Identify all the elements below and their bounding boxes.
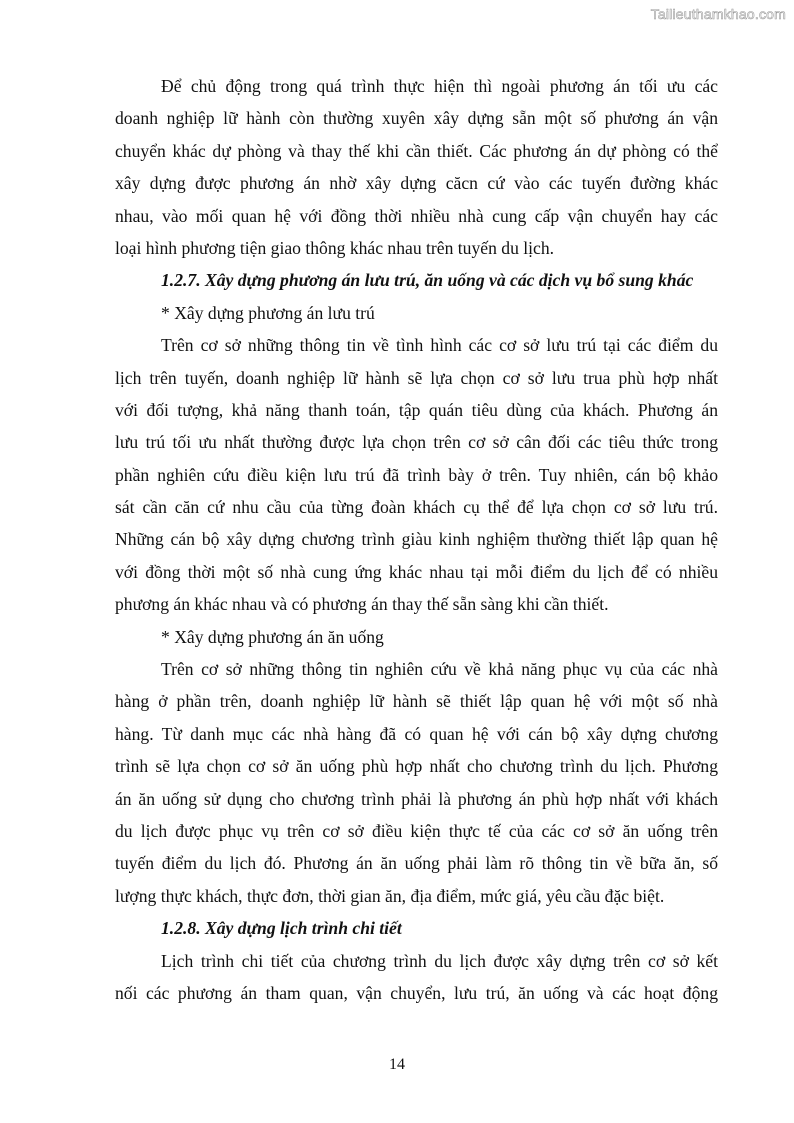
subheading-dining: * Xây dựng phương án ăn uống bbox=[161, 626, 384, 647]
paragraph-line: xây dựng được phương án nhờ xây dựng căcn cứ vào các tuyến đường khác bbox=[115, 173, 718, 194]
paragraph-line: phương án khác nhau và có phương án thay thế sẵn sàng khi cần thiết. bbox=[115, 594, 609, 615]
paragraph-line: chuyển khác dự phòng và thay thế khi cần thiết. Các phương án dự phòng có thể bbox=[115, 140, 718, 161]
paragraph-line: lưu trú tối ưu nhất thường được lựa chọn trên cơ sở cân đối các tiêu thức trong bbox=[115, 432, 718, 453]
paragraph-line: sát cần căn cứ nhu cầu của từng đoàn khách cụ thể để lựa chọn cơ sở lưu trú. bbox=[115, 497, 718, 518]
paragraph-line: lịch trên tuyến, doanh nghiệp lữ hành sẽ lựa chọn cơ sở lưu trua phù hợp nhất bbox=[115, 367, 718, 388]
paragraph-line: hàng ở phần trên, doanh nghiệp lữ hành sẽ thiết lập quan hệ với một số nhà bbox=[115, 691, 718, 712]
paragraph-line: doanh nghiệp lữ hành còn thường xuyên xây dựng sẵn một số phương án vận bbox=[115, 108, 718, 129]
paragraph-line: Những cán bộ xây dựng chương trình giàu kinh nghiệm thường thiết lập quan hệ bbox=[115, 529, 718, 550]
page-number: 14 bbox=[389, 1056, 405, 1073]
paragraph-line: nối các phương án tham quan, vận chuyển, lưu trú, ăn uống và các hoạt động bbox=[115, 982, 718, 1003]
document-body bbox=[115, 70, 718, 1009]
paragraph-line: Lịch trình chi tiết của chương trình du lịch được xây dựng trên cơ sở kết bbox=[161, 950, 718, 971]
paragraph-line: du lịch được phục vụ trên cơ sở điều kiện thực tế của các cơ sở ăn uống trên bbox=[115, 820, 718, 841]
paragraph-line: hàng. Từ danh mục các nhà hàng đã có quan hệ với cán bộ xây dựng chương bbox=[115, 723, 718, 744]
watermark: Tailieuthamkhao.com bbox=[650, 6, 786, 22]
paragraph-line: phần nghiên cứu điều kiện lưu trú đã trình bày ở trên. Tuy nhiên, cán bộ khảo bbox=[115, 464, 718, 485]
paragraph-line: Để chủ động trong quá trình thực hiện thì ngoài phương án tối ưu các bbox=[161, 76, 718, 96]
paragraph-line: với đồng thời một số nhà cung ứng khác nhau tại mỗi điểm du lịch để có nhiều bbox=[115, 561, 718, 582]
paragraph-line: lượng thực khách, thực đơn, thời gian ăn, địa điểm, mức giá, yêu cầu đặc biệt. bbox=[115, 885, 665, 906]
paragraph-line: loại hình phương tiện giao thông khác nhau trên tuyến du lịch. bbox=[115, 237, 555, 258]
section-heading-1-2-8: 1.2.8. Xây dựng lịch trình chi tiết bbox=[161, 918, 402, 939]
paragraph-line: Trên cơ sở những thông tin nghiên cứu về khả năng phục vụ của các nhà bbox=[161, 659, 718, 680]
paragraph-line: án ăn uống sử dụng cho chương trình phải là phương án phù hợp nhất với khách bbox=[115, 788, 718, 809]
paragraph-line: Trên cơ sở những thông tin về tình hình các cơ sở lưu trú tại các điểm du bbox=[161, 335, 718, 356]
paragraph-line: nhau, vào mối quan hệ với đồng thời nhiều nhà cung cấp vận chuyển hay các bbox=[115, 205, 718, 226]
paragraph-line: tuyến điểm du lịch đó. Phương án ăn uống phải làm rõ thông tin về bữa ăn, số bbox=[115, 853, 718, 874]
section-heading-1-2-7: 1.2.7. Xây dựng phương án lưu trú, ăn uống và các dịch vụ bổ sung khác bbox=[161, 270, 694, 291]
subheading-accommodation: * Xây dựng phương án lưu trú bbox=[161, 302, 375, 323]
paragraph-line: trình sẽ lựa chọn cơ sở ăn uống phù hợp nhất cho chương trình du lịch. Phương bbox=[115, 756, 718, 777]
paragraph-line: với đối tượng, khả năng thanh toán, tập quán tiêu dùng của khách. Phương án bbox=[115, 399, 718, 420]
